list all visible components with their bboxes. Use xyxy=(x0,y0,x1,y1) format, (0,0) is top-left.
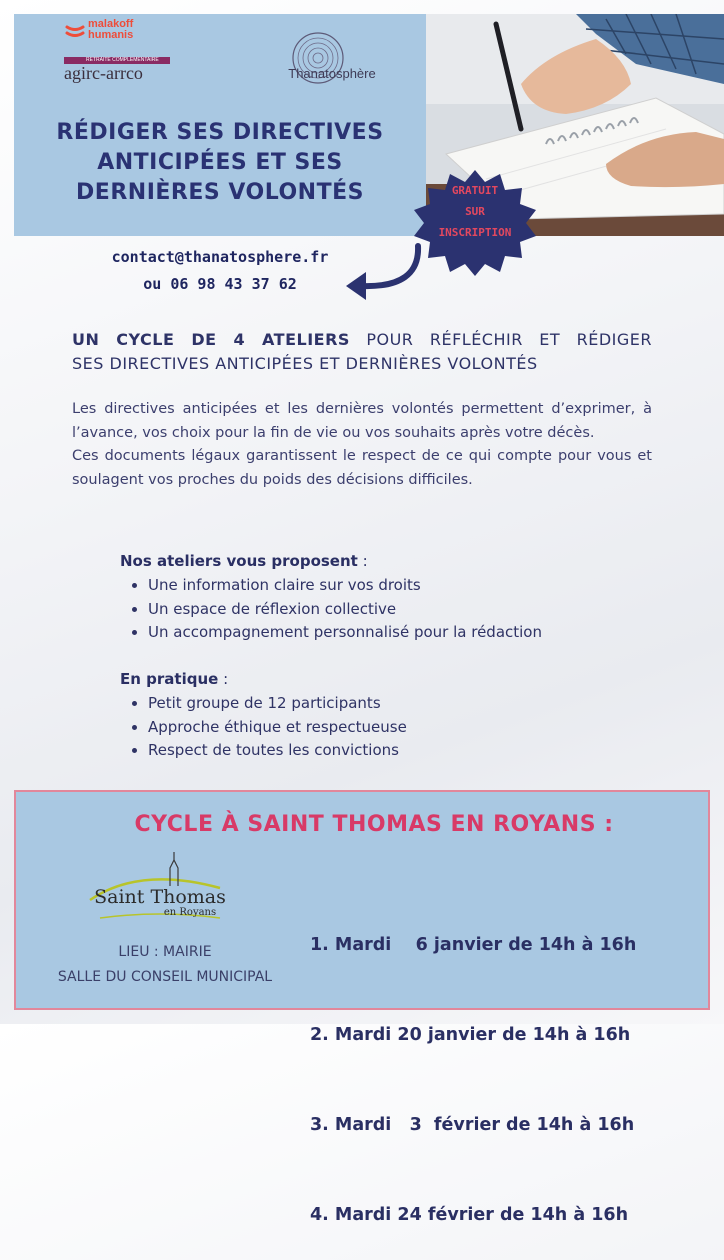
paragraph-line: Ces documents légaux garantissent le respect de ce qui compte pour vous et soulagent vos proches du poids des décisions difficiles. xyxy=(72,448,652,488)
tree-rings-logo-icon xyxy=(288,30,348,90)
ateliers-colon: : xyxy=(357,552,368,570)
list-item: • Petit groupe de 12 participants xyxy=(148,692,660,716)
humanis-text: humanis xyxy=(88,29,134,41)
ateliers-section xyxy=(120,550,660,645)
pratique-colon: : xyxy=(218,670,229,688)
list-item: • Un espace de réflexion collective xyxy=(148,598,660,622)
session-dates xyxy=(310,870,710,1260)
agirc-tagline: RETRAITE COMPLÉMENTAIRE xyxy=(64,57,170,64)
date-item: 1. Mardi 6 janvier de 14h à 16h xyxy=(310,935,637,955)
badge-text xyxy=(410,180,540,243)
venue-info xyxy=(20,940,310,990)
pratique-section xyxy=(120,668,660,763)
date-item: 2. Mardi 20 janvier de 14h à 16h xyxy=(310,1025,631,1045)
town-name: Saint Thomas xyxy=(94,886,226,908)
contact-email[interactable]: contact@thanatosphere.fr xyxy=(111,248,329,266)
list-item: • Une information claire sur vos droits xyxy=(148,574,660,598)
agirc-name: agirc-arrco xyxy=(64,63,143,83)
intro-text xyxy=(72,328,652,376)
town-subtitle: en Royans xyxy=(163,907,217,918)
title-line: RÉDIGER SES DIRECTIVES xyxy=(56,120,384,145)
thanatosphere-name: Thanatosphère xyxy=(288,66,376,81)
contact-phone[interactable]: ou 06 98 43 37 62 xyxy=(143,275,297,293)
badge-line: GRATUIT xyxy=(451,184,499,197)
intro-rest: POUR RÉFLÉCHIR ET RÉDIGER xyxy=(349,330,652,349)
paragraph-line: Les directives anticipées et les dernières volontés permettent d’exprimer, à l’avance, vos choix pour la fin de vie ou vos souhaits après votre décès. xyxy=(72,401,652,441)
title-line: ANTICIPÉES ET SES xyxy=(97,150,343,175)
list-item: • Respect de toutes les convictions xyxy=(148,739,660,763)
ateliers-heading: Nos ateliers vous proposent xyxy=(120,552,358,570)
cycle-title: CYCLE À SAINT THOMAS EN ROYANS : xyxy=(134,812,614,837)
venue-line: LIEU : MAIRIE xyxy=(118,944,212,960)
intro-bold: UN CYCLE DE 4 ATELIERS xyxy=(72,330,350,349)
intro-line2: SES DIRECTIVES ANTICIPÉES ET DERNIÈRES VOLONTÉS xyxy=(72,354,538,373)
badge-line: INSCRIPTION xyxy=(438,226,512,239)
contact-info xyxy=(60,244,380,298)
list-item: • Un accompagnement personnalisé pour la rédaction xyxy=(148,621,660,645)
list-item: • Approche éthique et respectueuse xyxy=(148,716,660,740)
agirc-arrco-logo xyxy=(64,57,170,82)
malakoff-text: malakoff xyxy=(88,18,134,30)
title-line: DERNIÈRES VOLONTÉS xyxy=(76,180,364,205)
date-item: 3. Mardi 3 février de 14h à 16h xyxy=(310,1115,635,1135)
date-item: 4. Mardi 24 février de 14h à 16h xyxy=(310,1205,629,1225)
malakoff-logo-icon xyxy=(64,21,86,43)
venue-line: SALLE DU CONSEIL MUNICIPAL xyxy=(57,969,273,985)
description-paragraph xyxy=(72,398,652,492)
badge-line: SUR xyxy=(465,205,485,218)
curved-arrow-icon xyxy=(340,240,430,300)
pratique-heading: En pratique xyxy=(120,670,219,688)
page-title xyxy=(14,118,426,208)
